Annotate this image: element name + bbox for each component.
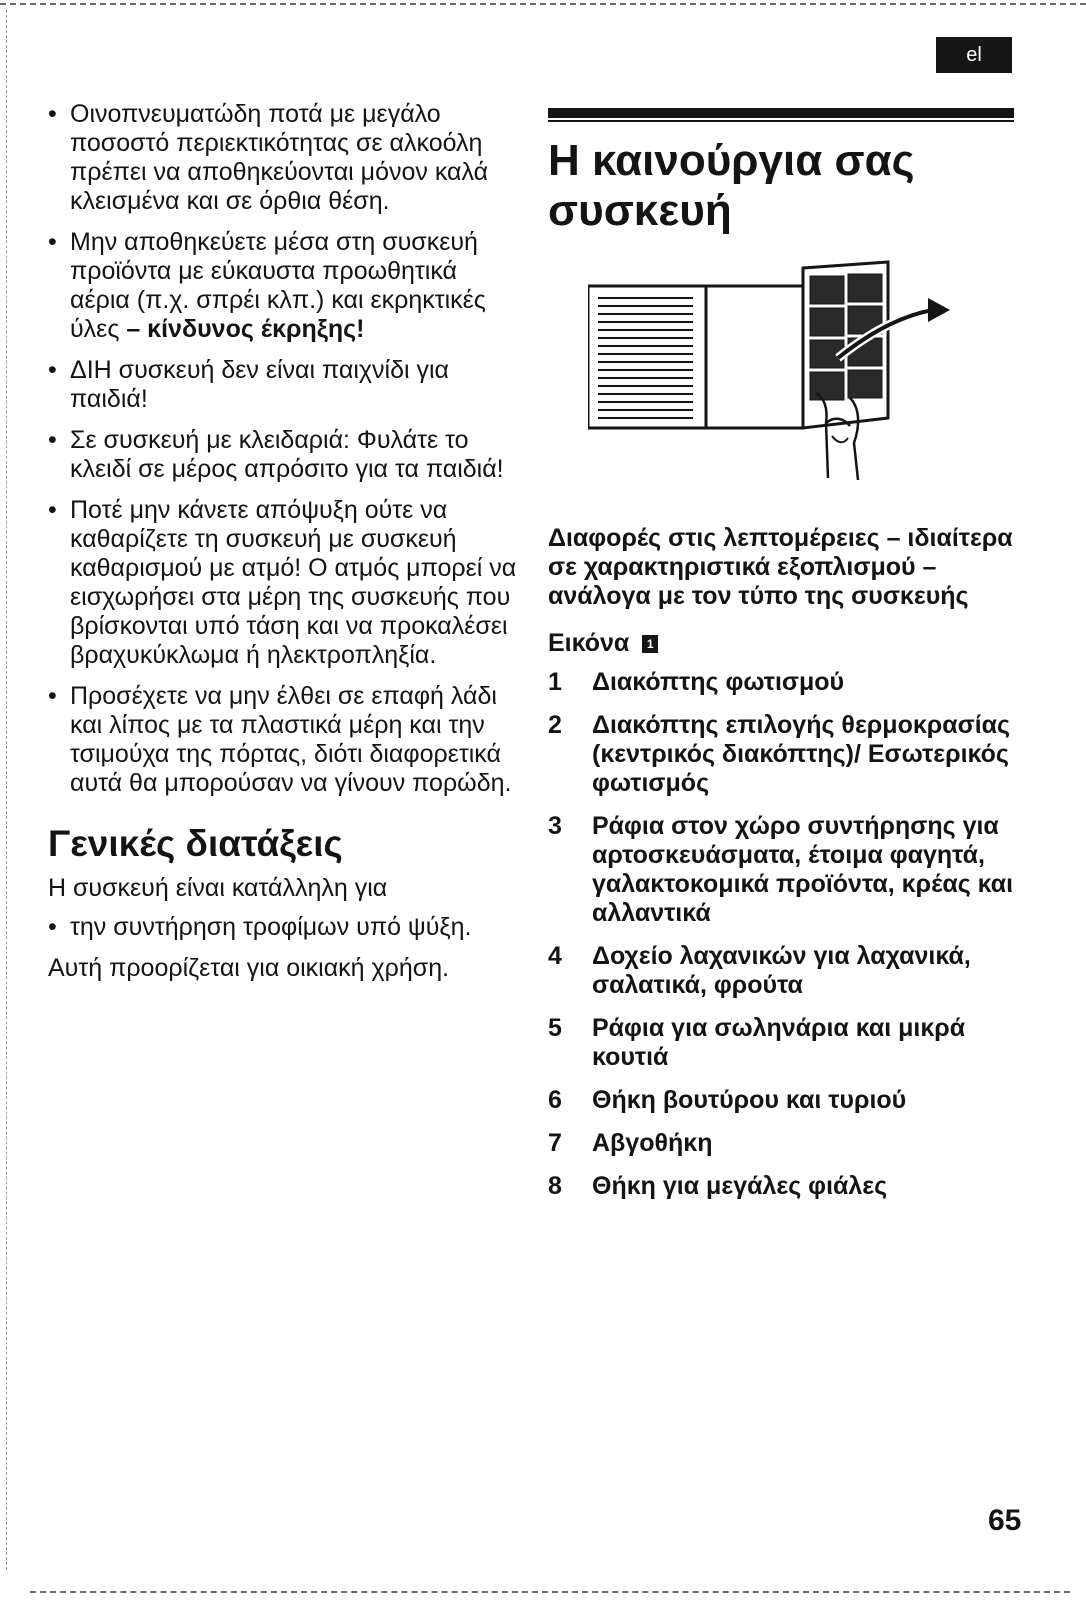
part-label: Δοχείο λαχανικών για λαχανικά, σαλατικά, φρούτα (592, 942, 971, 999)
figure-label: Εικόνα (548, 629, 630, 657)
safety-bullet: • Ποτέ μην κάνετε απόψυξη ούτε να καθαρίζετε τη συσκευή με συσκευή καθαρισμού με ατμό! Ο ατμός μπορεί να εισχωρήσει στα μέρη της συσκευής που βρίσκονται υπό τάση και να προκαλέσει βραχυκύκλωμα ή ηλεκτροπληξία. (48, 496, 518, 670)
part-label: Θήκη βουτύρου και τυριού (592, 1086, 907, 1114)
part-number: 7 (548, 1129, 562, 1157)
general-intro: Η συσκευή είναι κατάλληλη για (48, 874, 388, 902)
safety-bullet: • Προσέχετε να μην έλθει σε επαφή λάδι και λίπος με τα πλαστικά μέρη και την τσιμούχα της πόρτας, διότι διαφορετικά αυτά θα μπορούσαν να γίνουν πορώδη. (48, 682, 518, 798)
general-outro: Αυτή προορίζεται για οικιακή χρήση. (48, 954, 450, 982)
part-item (548, 1014, 1018, 1072)
part-item (548, 942, 1018, 1000)
right-column (548, 108, 1018, 1215)
differences-note: Διαφορές στις λεπτομέρειες – ιδιαίτερα σε χαρακτηριστικά εξοπλισμού – ανάλογα με τον τύπο της συσκευής (548, 524, 1013, 610)
part-item (548, 711, 1018, 798)
section-title: Η καινούργια σας συσκευή (548, 136, 915, 235)
safety-bullet: • ΔΙΗ συσκευή δεν είναι παιχνίδι για παιδιά! (48, 356, 518, 414)
page-edge-bottom (30, 1591, 1070, 1593)
danger-warning: – κίνδυνος έκρηξης! (126, 315, 365, 343)
page-edge-left (6, 10, 7, 1570)
part-item (548, 812, 1018, 928)
left-column (48, 100, 518, 993)
part-label: Ράφια στον χώρο συντήρησης για αρτοσκευάσματα, έτοιμα φαγητά, γαλακτοκομικά προϊόντα, κρέας και αλλαντικά (592, 812, 1014, 927)
parts-list (548, 668, 1018, 1201)
page-number: 65 (988, 1504, 1022, 1537)
part-label: Διακόπτης επιλογής θερμοκρασίας (κεντρικός διακόπτης)/ Εσωτερικός φωτισμός (592, 711, 1011, 797)
language-badge: el (936, 37, 1012, 73)
page-edge-top (0, 3, 1086, 5)
part-number: 5 (548, 1014, 562, 1042)
safety-bullet: • Οινοπνευματώδη ποτά με μεγάλο ποσοστό περιεκτικότητας σε αλκοόλη πρέπει να αποθηκεύονται μόνον καλά κλεισμένα και σε όρθια θέση. (48, 100, 518, 216)
general-bullet-list (48, 913, 518, 942)
heading-rule (548, 108, 1014, 118)
part-number: 2 (548, 711, 562, 739)
general-provisions-heading: Γενικές διατάξεις (48, 823, 343, 864)
safety-bullet: • Μην αποθηκεύετε μέσα στη συσκευή προϊόντα με εύκαυστα προωθητικά αέρια (π.χ. σπρέι κλπ.) και εκρηκτικές ύλες – κίνδυνος έκρηξης! (48, 228, 518, 344)
part-item (548, 1086, 1018, 1115)
part-number: 8 (548, 1172, 562, 1200)
part-item (548, 668, 1018, 697)
part-label: Ράφια για σωληνάρια και μικρά κουτιά (592, 1014, 966, 1071)
part-label: Θήκη για μεγάλες φιάλες (592, 1172, 888, 1200)
part-item (548, 1172, 1018, 1201)
safety-bullet-list (48, 100, 518, 798)
figure-number-marker: 1 (642, 635, 658, 653)
part-number: 4 (548, 942, 562, 970)
part-item (548, 1129, 1018, 1158)
part-number: 3 (548, 812, 562, 840)
part-number: 1 (548, 668, 562, 696)
general-bullet: • την συντήρηση τροφίμων υπό ψύξη. (48, 913, 518, 942)
part-label: Αβγοθήκη (592, 1129, 713, 1157)
part-number: 6 (548, 1086, 562, 1114)
safety-bullet: • Σε συσκευή με κλειδαριά: Φυλάτε το κλειδί σε μέρος απρόσιτο για τα παιδιά! (48, 426, 518, 484)
figure-reference (548, 629, 1018, 658)
heading-rule-thin (548, 120, 1014, 122)
manual-booklet-illustration (588, 258, 968, 483)
part-label: Διακόπτης φωτισμού (592, 668, 845, 696)
